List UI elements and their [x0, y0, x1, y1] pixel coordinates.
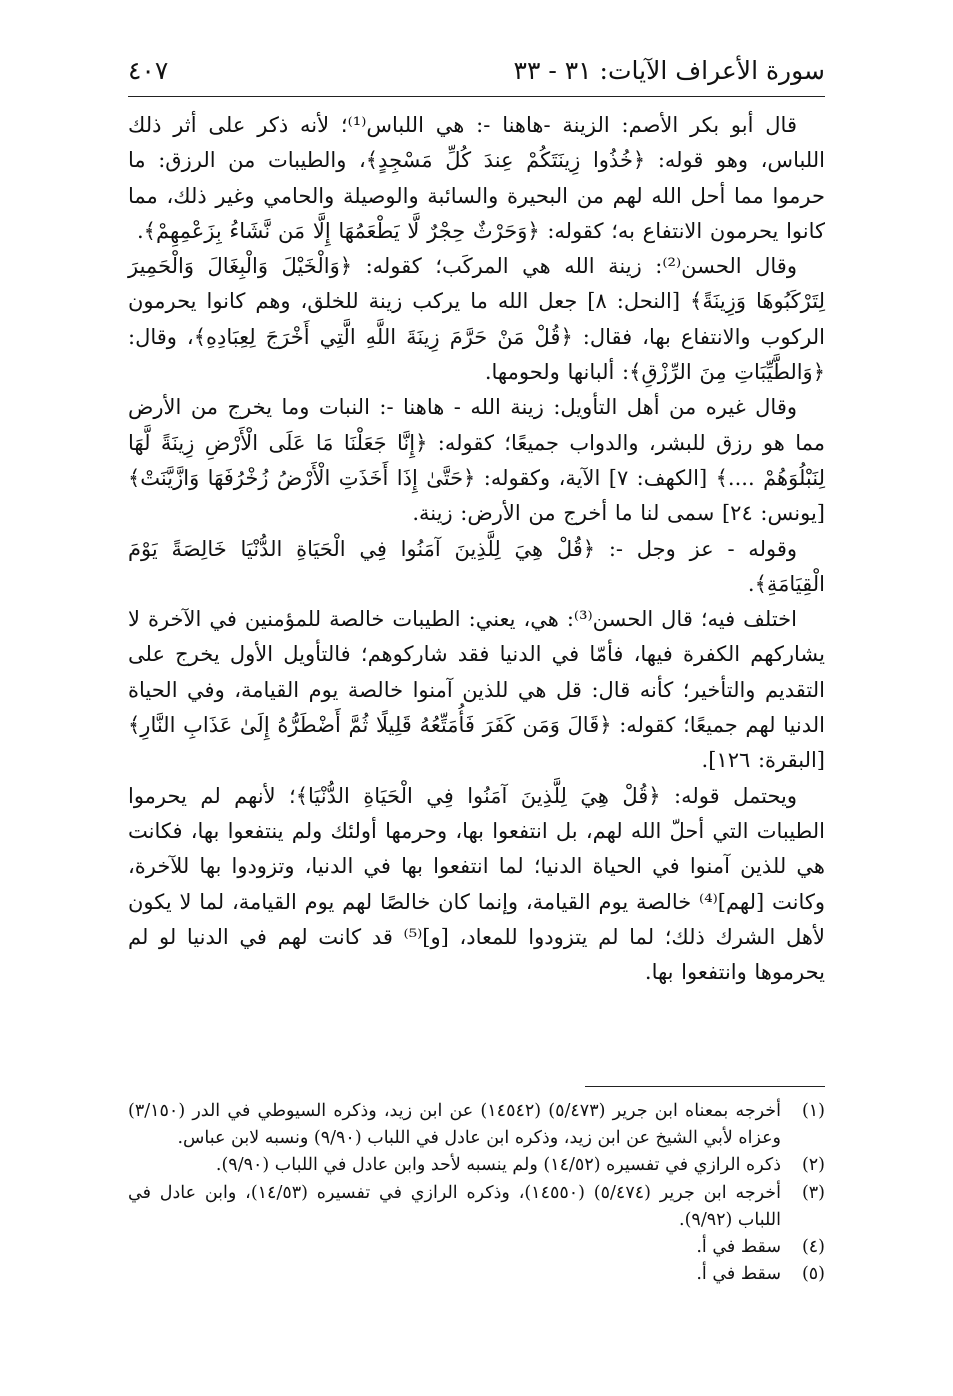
footnote-number: (٢) — [801, 1155, 825, 1176]
footnotes — [128, 1098, 825, 1288]
footnote-text: سقط في أ. — [696, 1237, 781, 1258]
footnote-text: أخرجه بمعناه ابن جرير (٥/٤٧٣) (١٤٥٤٢) عن ابن زيد، وذكره السيوطي في الدر (٣/١٥٠) وعزاه لأبي الشيخ عن ابن زيد، وذكره ابن عادل في اللباب (٩/٩٠) ونسبه لابن عباس. — [128, 1101, 781, 1149]
footnote-number: (٣) — [801, 1182, 825, 1203]
main-text — [128, 108, 825, 990]
paragraph: وقال غيره من أهل التأويل: زينة الله - هاهنا -: النبات وما يخرج من الأرض مما هو رزق للبشر، والدواب جميعًا؛ كقوله: ﴿إِنَّا جَعَلْنَا مَا عَلَى الْأَرْضِ زِينَةً لَّهَا لِنَبْلُوَهُمْ ....﴾ [الكهف: ٧] الآية، وكقوله: ﴿حَتَّىٰ إِذَا أَخَذَتِ الْأَرْضُ زُخْرُفَهَا وَازَّيَّنَتْ﴾ [يونس: ٢٤] سمى لنا ما أخرج من الأرض: زينة. — [128, 395, 825, 526]
paragraph: وقوله - عز وجل -: ﴿قُلْ هِيَ لِلَّذِينَ آمَنُوا فِي الْحَيَاةِ الدُّنْيَا خَالِصَةً يَوْمَ الْقِيَامَةِ﴾. — [128, 536, 825, 596]
page-header — [128, 50, 825, 90]
footnote-text: ذكره الرازي في تفسيره (١٤/٥٢) ولم ينسبه لأحد وابن عادل في اللباب (٩/٩٠). — [215, 1155, 781, 1176]
paragraph: اختلف فيه؛ قال الحسن⁽³⁾: هي، يعني: الطيبات خالصة للمؤمنين في الآخرة لا يشاركهم الكفرة فيها، فأمّا في الدنيا فقد شاركوهم؛ فالتأويل الأول يخرج على التقديم والتأخير؛ كأنه قال: قل هي للذين آمنوا خالصة يوم القيامة، وفي الحياة الدنيا لهم جميعًا؛ كقوله: ﴿قَالَ وَمَن كَفَرَ فَأُمَتِّعُهُ قَلِيلًا ثُمَّ أَضْطَرُّهُ إِلَىٰ عَذَابِ النَّارِ﴾ [البقرة: ١٢٦]. — [128, 607, 825, 773]
page-number: ٤٠٧ — [128, 56, 169, 85]
footnote-item — [128, 1234, 825, 1261]
header-divider — [128, 96, 825, 97]
paragraph: وقال الحسن⁽²⁾: زينة الله هي المركَب؛ كقوله: ﴿وَالْخَيْلَ وَالْبِغَالَ وَالْحَمِيرَ لِتَرْكَبُوهَا وَزِينَةً﴾ [النحل: ٨] جعل الله ما يركب زينة للخلق، وهم كانوا يحرمون الركوب والانتفاع بها، فقال: ﴿قُلْ مَنْ حَرَّمَ زِينَةَ اللَّهِ الَّتِي أَخْرَجَ لِعِبَادِهِ﴾، وقال: ﴿وَالطَّيِّبَاتِ مِنَ الرِّزْقِ﴾: ألبانها ولحومها. — [128, 254, 825, 385]
footnote-text: سقط في أ. — [696, 1264, 781, 1285]
footnote-item — [128, 1180, 825, 1234]
footnote-item — [128, 1098, 825, 1152]
footnote-item — [128, 1261, 825, 1288]
footnote-divider — [585, 1086, 825, 1087]
footnote-number: (١) — [801, 1101, 825, 1121]
footnote-text: أخرجه ابن جرير (٥/٤٧٤) (١٤٥٥٠)، وذكره الرازي في تفسيره (١٤/٥٣)، وابن عادل في اللباب (٩/٩٢). — [128, 1182, 781, 1230]
footnote-number: (٥) — [801, 1264, 825, 1285]
paragraph: ويحتمل قوله: ﴿قُلْ هِيَ لِلَّذِينَ آمَنُوا فِي الْحَيَاةِ الدُّنْيَا﴾؛ لأنهم لم يحرموا الطيبات التي أحلّ الله لهم، بل انتفعوا بها، وحرمها أولئك ولم ينتفعوا بها، فكانت هي للذين آمنوا في الحياة الدنيا؛ لما انتفعوا بها في الدنيا، وتزودوا بها للآخرة، وكانت [لهم]⁽⁴⁾ خالصة يوم القيامة، وإنما كان خالصًا لهم يوم القيامة، لما لا يكون لأهل الشرك ذلك؛ لما لم يتزودوا للمعاد، [و]⁽⁵⁾ قد كانت لهم في الدنيا لو لم يحرموها وانتفعوا بها. — [128, 783, 825, 985]
paragraph: قال أبو بكر الأصم: الزينة -هاهنا -: هي اللباس⁽¹⁾؛ لأنه ذكر على أثر ذلك اللباس، وهو قوله: ﴿خُذُوا زِينَتَكُمْ عِندَ كُلِّ مَسْجِدٍ﴾، والطيبات من الرزق: ما حرموا مما أحل الله لهم من البحيرة والسائبة والوصيلة والحامي وغير ذلك، مما كانوا يحرمون الانتفاع به؛ كقوله: ﴿وَحَرْثٌ حِجْرٌ لَّا يَطْعَمُهَا إِلَّا مَن نَّشَاءُ بِزَعْمِهِمْ﴾. — [128, 113, 825, 243]
footnote-number: (٤) — [801, 1237, 825, 1258]
running-title: سورة الأعراف الآيات: ٣١ - ٣٣ — [513, 56, 825, 85]
footnote-item — [128, 1152, 825, 1179]
